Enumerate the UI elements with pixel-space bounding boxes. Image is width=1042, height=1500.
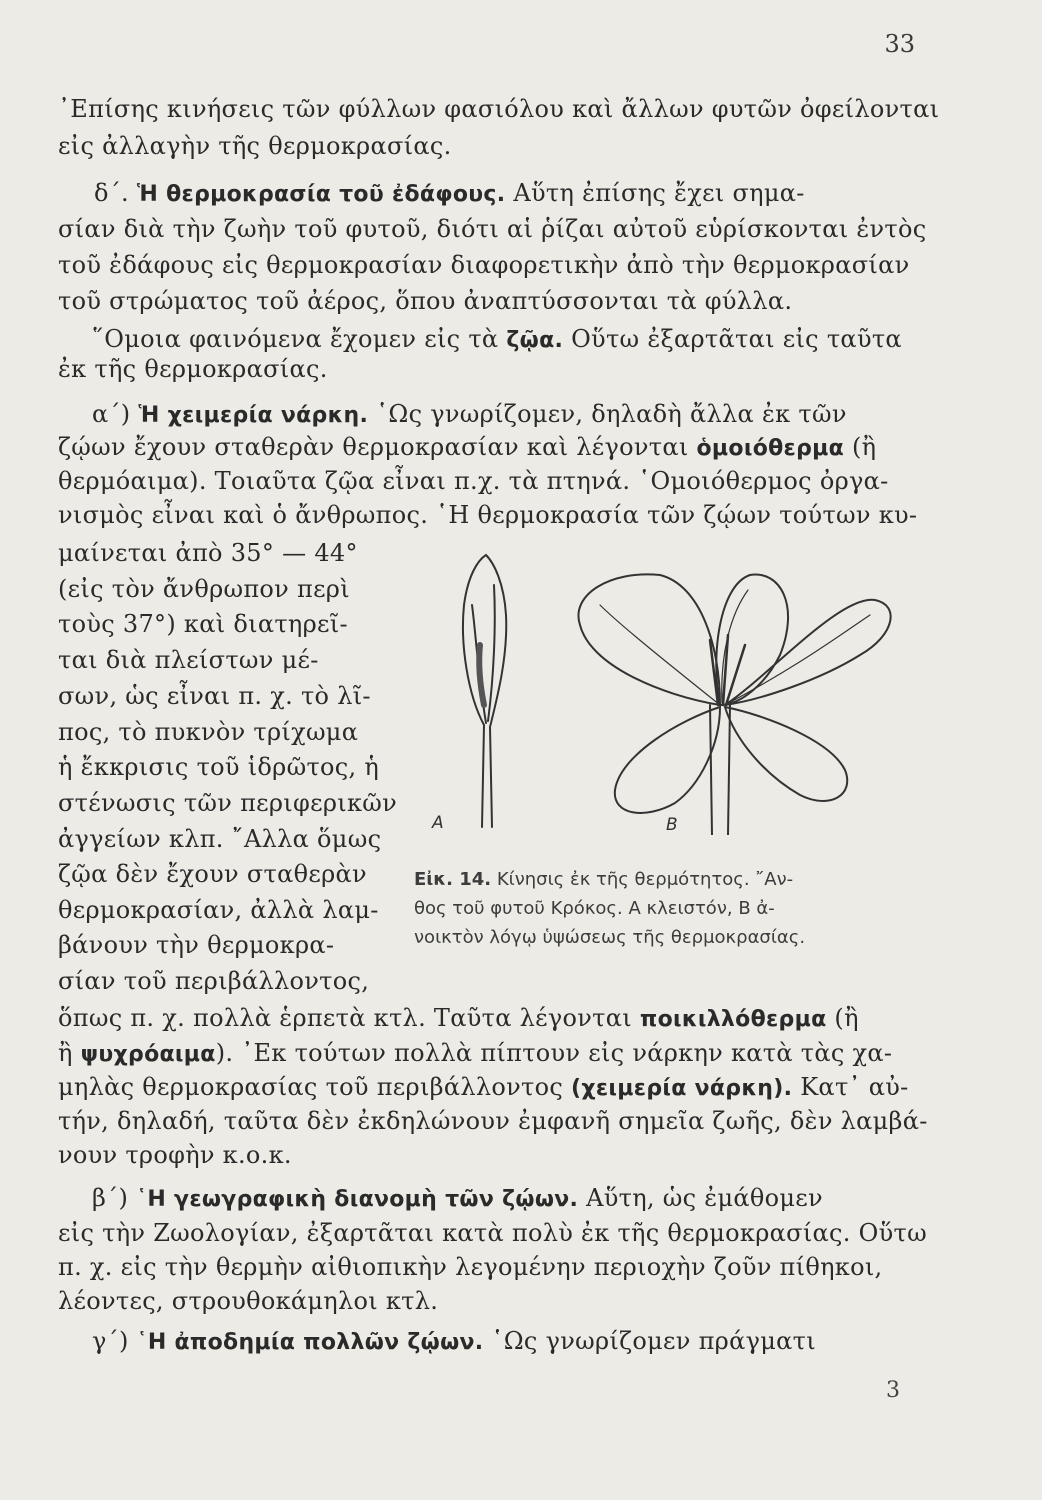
figure-number: Εἰκ. 14. — [414, 869, 492, 890]
text-line: ἀγγείων κλπ. ῎Αλλα ὅμως — [58, 825, 382, 853]
section-number: β΄) — [92, 1184, 129, 1212]
text-span: Οὕτω ἐξαρτᾶται εἰς ταῦτα — [571, 325, 902, 353]
figure-caption-line: νοικτὸν λόγῳ ὑψώσεως τῆς θερμοκρασίας. — [414, 927, 806, 948]
petal-left-upper — [578, 574, 720, 705]
figure-label-b: B — [666, 815, 678, 835]
text-line: λέοντες, στρουθοκάμηλοι κτλ. — [58, 1287, 439, 1315]
text-line: βάνουν τὴν θερμοκρα- — [58, 931, 335, 959]
bold-term: ζῷα. — [506, 328, 564, 353]
section-number: γ΄) — [92, 1327, 129, 1355]
closed-bud — [463, 555, 506, 827]
text-span: ὅπως π. χ. πολλὰ ἑρπετὰ κτλ. Ταῦτα λέγονται — [58, 1004, 632, 1032]
section-heading-soil — [94, 178, 805, 210]
text-line: τήν, δηλαδή, ταῦτα δὲν ἐκδηλώνουν ἐμφανῆ σημεῖα ζωῆς, δὲν λαμβά- — [58, 1107, 928, 1135]
text-span: μηλὰς θερμοκρασίας τοῦ περιβάλλοντος — [58, 1073, 564, 1101]
text-line: νισμὸς εἶναι καὶ ὁ ἄνθρωπος. ῾Η θερμοκρασία τῶν ζῴων τούτων κυ- — [58, 501, 918, 529]
text-span: ῾Ως γνωρίζομεν, δηλαδὴ ἄλλα ἐκ τῶν — [376, 400, 847, 428]
text-span: (ἢ — [834, 1004, 859, 1032]
text-line: θερμόαιμα). Τοιαῦτα ζῷα εἶναι π.χ. τὰ πτηνά. ῾Ομοιόθερμος ὀργα- — [58, 467, 889, 495]
bold-term: ποικιλλόθερμα — [639, 1007, 827, 1032]
page-number-top: 33 — [884, 30, 915, 58]
section-heading-migration — [92, 1326, 816, 1358]
crocus-illustration — [420, 545, 920, 835]
text-span: Αὕτη, ὡς ἐμάθομεν — [586, 1184, 823, 1212]
text-line: νουν τροφὴν κ.ο.κ. — [58, 1141, 292, 1169]
text-span: ῾Ως γνωρίζομεν πράγματι — [491, 1327, 816, 1355]
text-span: ζῴων ἔχουν σταθερὰν θερμοκρασίαν καὶ λέγονται — [58, 433, 689, 461]
section-number: δ΄. — [94, 179, 129, 207]
section-number: α΄) — [92, 400, 131, 428]
text-line: στένωσις τῶν περιφερικῶν — [58, 789, 398, 817]
text-line: μαίνεται ἀπὸ 35° — 44° — [58, 539, 358, 567]
text-line: π. χ. εἰς τὴν θερμὴν αἰθιοπικὴν λεγομένην περιοχὴν ζοῦν πίθηκοι, — [58, 1253, 883, 1281]
text-line: εἰς ἀλλαγὴν τῆς θερμοκρασίας. — [58, 132, 452, 160]
text-line: τοῦ ἐδάφους εἰς θερμοκρασίαν διαφορετικὴν ἀπὸ τὴν θερμοκρασίαν — [58, 251, 910, 279]
text-line: εἰς τὴν Ζωολογίαν, ἐξαρτᾶται κατὰ πολὺ ἐκ τῆς θερμοκρασίας. Οὕτω — [58, 1219, 927, 1247]
text-line: ᾿Επίσης κινήσεις τῶν φύλλων φασιόλου καὶ ἄλλων φυτῶν ὀφείλονται — [58, 95, 940, 123]
petal-right-lower — [725, 707, 847, 801]
text-line: ἡ ἔκκρισις τοῦ ἱδρῶτος, ἡ — [58, 753, 380, 781]
bold-term: ψυχρόαιμα — [80, 1042, 216, 1067]
caption-text: Κίνησις ἐκ τῆς θερμότητος. ῎Αν- — [496, 869, 794, 890]
text-span: ἢ — [58, 1039, 73, 1067]
text-line: τοὺς 37°) καὶ διατηρεῖ- — [58, 610, 348, 638]
section-heading-hibernation — [92, 399, 847, 431]
section-title: Ἡ θερμοκρασία τοῦ ἐδάφους. — [136, 182, 506, 207]
text-span: ). ᾿Εκ τούτων πολλὰ πίπτουν εἰς νάρκην κατὰ τὰς χα- — [215, 1039, 893, 1067]
text-line — [58, 1072, 909, 1104]
text-line: θερμοκρασίαν, ἀλλὰ λαμ- — [58, 896, 379, 924]
text-line: σων, ὡς εἶναι π. χ. τὸ λῖ- — [58, 682, 371, 710]
petal-right-upper — [725, 600, 891, 705]
text-line — [58, 1003, 859, 1035]
text-line — [58, 1038, 892, 1070]
figure-label-a: A — [432, 813, 444, 833]
petal-left-lower — [615, 707, 720, 813]
figure-crocus-flower — [420, 545, 920, 835]
section-title: ῾Η ἀποδημία πολλῶν ζῴων. — [136, 1330, 484, 1355]
section-title: Ἡ χειμερία νάρκη. — [138, 403, 369, 428]
text-span: ῞Ομοια φαινόμενα ἔχομεν εἰς τὰ — [92, 325, 499, 353]
petal-vein — [725, 615, 870, 705]
text-line: ζῷα δὲν ἔχουν σταθερὰν — [58, 860, 367, 888]
text-line: ἐκ τῆς θερμοκρασίας. — [58, 355, 328, 383]
text-span: Αὕτη ἐπίσης ἔχει σημα- — [513, 179, 805, 207]
flower-stem — [710, 705, 730, 835]
section-heading-distribution — [92, 1183, 823, 1215]
text-line — [92, 324, 902, 356]
figure-caption-line — [414, 868, 914, 892]
text-line: σίαν διὰ τὴν ζωὴν τοῦ φυτοῦ, διότι αἱ ῥίζαι αὐτοῦ εὑρίσκονται ἐντὸς — [58, 215, 927, 243]
text-span: Κατ᾽ αὐ- — [800, 1073, 909, 1101]
text-line: τοῦ στρώματος τοῦ ἀέρος, ὅπου ἀναπτύσσονται τὰ φύλλα. — [58, 287, 793, 315]
text-span: (ἢ — [851, 433, 877, 461]
bold-term: ὁμοιόθερμα — [696, 436, 845, 461]
text-line: πος, τὸ πυκνὸν τρίχωμα — [58, 718, 359, 746]
section-title: ῾Η γεωγραφικὴ διανομὴ τῶν ζῴων. — [136, 1187, 579, 1212]
figure-caption-line: θος τοῦ φυτοῦ Κρόκος. Α κλειστόν, Β ἀ- — [414, 898, 775, 919]
bud-vein — [488, 585, 495, 721]
bold-term: (χειμερία νάρκη). — [571, 1076, 793, 1101]
text-line: (εἰς τὸν ἄνθρωπον περὶ — [58, 575, 350, 603]
bud-shade — [479, 645, 484, 705]
text-line: σίαν τοῦ περιβάλλοντος, — [58, 967, 370, 995]
signature-mark: 3 — [886, 1378, 900, 1403]
text-line: ται διὰ πλείστων μέ- — [58, 646, 319, 674]
text-line — [58, 432, 876, 464]
